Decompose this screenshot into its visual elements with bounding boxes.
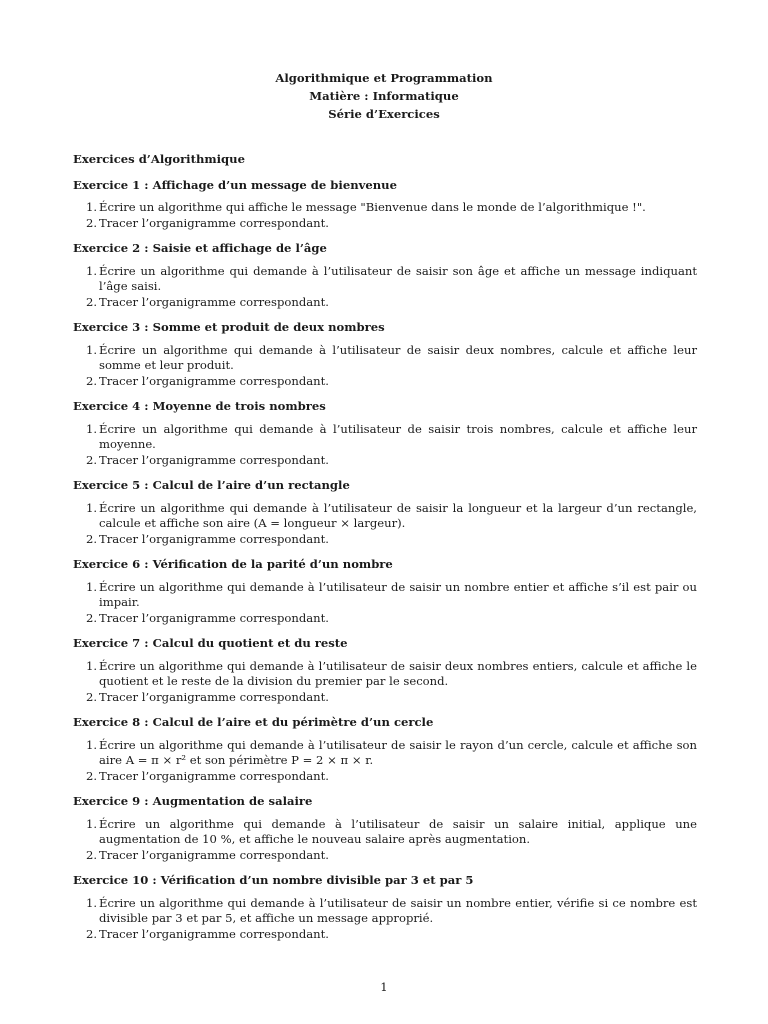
list-item: 2. Tracer l’organigramme correspondant.: [86, 215, 329, 230]
list-item-text: Tracer l’organigramme correspondant.: [99, 373, 329, 388]
exercise-title: Exercice 10 : Vérification d’un nombre divisible par 3 et par 5: [73, 873, 474, 887]
course-title: Algorithmique et Programmation: [275, 71, 493, 85]
list-item-text: Écrire un algorithme qui demande à l’utilisateur de saisir deux nombres, calcule et affiche leur somme et leur produit.: [99, 342, 697, 372]
exercise-list: [73, 580, 697, 627]
document-body: [73, 152, 697, 952]
list-item-text: Tracer l’organigramme correspondant.: [99, 768, 329, 783]
exercise-list: [73, 264, 697, 311]
list-item: 1. Écrire un algorithme qui demande à l’utilisateur de saisir deux nombres entiers, calcule et affiche le quotient et le reste de la division du premier par le second.: [86, 658, 697, 688]
list-item: 1. Écrire un algorithme qui demande à l’utilisateur de saisir un nombre entier et affiche s’il est pair ou impair.: [86, 579, 697, 609]
list-item: 1. Écrire un algorithme qui affiche le message "Bienvenue dans le monde de l’algorithmique !".: [86, 200, 646, 214]
list-item: 2. Tracer l’organigramme correspondant.: [86, 689, 329, 704]
document-header: [0, 69, 768, 123]
section-title: Exercices d’Algorithmique: [73, 152, 245, 166]
list-item-text: Écrire un algorithme qui demande à l’utilisateur de saisir deux nombres entiers, calcule et affiche le quotient et le reste de la division du premier par le second.: [99, 658, 697, 688]
list-item-text: Écrire un algorithme qui demande à l’utilisateur de saisir la longueur et la largeur d’un rectangle, calcule et affiche son aire (A = longueur × largeur).: [99, 500, 697, 530]
exercise-list: [73, 343, 697, 390]
list-item: 2. Tracer l’organigramme correspondant.: [86, 768, 329, 783]
list-item: 2. Tracer l’organigramme correspondant.: [86, 452, 329, 467]
exercise-block: [73, 178, 697, 232]
exercise-title: Exercice 4 : Moyenne de trois nombres: [73, 399, 326, 413]
exercise-block: [73, 320, 697, 389]
list-item-text: Écrire un algorithme qui demande à l’utilisateur de saisir un nombre entier, vérifie si ce nombre est divisible par 3 et par 5, et affiche un message approprié.: [99, 895, 697, 925]
list-item: 1. Écrire un algorithme qui demande à l’utilisateur de saisir le rayon d’un cercle, calcule et affiche son aire A = π × r² et son périmètre P = 2 × π × r.: [86, 737, 697, 767]
page-number: 1: [380, 980, 388, 994]
list-item-text: Écrire un algorithme qui demande à l’utilisateur de saisir trois nombres, calcule et affiche leur moyenne.: [99, 421, 697, 451]
exercise-block: [73, 399, 697, 468]
list-item-text: Tracer l’organigramme correspondant.: [99, 926, 329, 941]
list-item: 2. Tracer l’organigramme correspondant.: [86, 926, 329, 941]
subject-line: Matière : Informatique: [309, 89, 459, 103]
list-item-text: Tracer l’organigramme correspondant.: [99, 452, 329, 467]
exercise-list: [73, 817, 697, 864]
list-item: 2. Tracer l’organigramme correspondant.: [86, 610, 329, 625]
exercise-list: [73, 896, 697, 943]
exercise-title: Exercice 1 : Affichage d’un message de bienvenue: [73, 177, 397, 192]
list-item-text: Tracer l’organigramme correspondant.: [99, 610, 329, 625]
list-item-text: Tracer l’organigramme correspondant.: [99, 215, 329, 230]
list-item-text: Écrire un algorithme qui affiche le message "Bienvenue dans le monde de l’algorithmique !".: [99, 200, 646, 214]
exercise-title: Exercice 8 : Calcul de l’aire et du périmètre d’un cercle: [73, 715, 434, 729]
exercise-list: [73, 422, 697, 469]
exercise-block: [73, 478, 697, 547]
list-item: 1. Écrire un algorithme qui demande à l’utilisateur de saisir un salaire initial, applique une augmentation de 10 %, et affiche le nouveau salaire après augmentation.: [86, 816, 697, 846]
list-item-text: Écrire un algorithme qui demande à l’utilisateur de saisir son âge et affiche un message indiquant l’âge saisi.: [99, 263, 697, 293]
exercise-block: [73, 715, 697, 784]
list-item: 1. Écrire un algorithme qui demande à l’utilisateur de saisir deux nombres, calcule et affiche leur somme et leur produit.: [86, 342, 697, 372]
list-item: 1. Écrire un algorithme qui demande à l’utilisateur de saisir la longueur et la largeur d’un rectangle, calcule et affiche son aire (A = longueur × largeur).: [86, 500, 697, 530]
list-item: 1. Écrire un algorithme qui demande à l’utilisateur de saisir son âge et affiche un message indiquant l’âge saisi.: [86, 263, 697, 293]
exercise-block: [73, 794, 697, 863]
series-title: Série d’Exercices: [328, 107, 440, 121]
exercise-block: [73, 241, 697, 310]
exercise-list: [73, 501, 697, 548]
list-item: 2. Tracer l’organigramme correspondant.: [86, 847, 329, 862]
list-item-text: Tracer l’organigramme correspondant.: [99, 294, 329, 309]
exercise-list: [73, 200, 697, 231]
exercise-title: Exercice 3 : Somme et produit de deux nombres: [73, 320, 385, 334]
list-item-text: Tracer l’organigramme correspondant.: [99, 531, 329, 546]
list-item-text: Écrire un algorithme qui demande à l’utilisateur de saisir le rayon d’un cercle, calcule et affiche son aire A = π × r² et son périmètre P = 2 × π × r.: [99, 737, 697, 767]
list-item-text: Tracer l’organigramme correspondant.: [99, 689, 329, 704]
list-item-text: Tracer l’organigramme correspondant.: [99, 847, 329, 862]
list-item: 2. Tracer l’organigramme correspondant.: [86, 373, 329, 388]
exercise-title: Exercice 2 : Saisie et affichage de l’âge: [73, 241, 327, 255]
exercise-list: [73, 738, 697, 785]
list-item-text: Écrire un algorithme qui demande à l’utilisateur de saisir un nombre entier et affiche s’il est pair ou impair.: [99, 579, 697, 609]
list-item: 2. Tracer l’organigramme correspondant.: [86, 294, 329, 309]
exercise-title: Exercice 7 : Calcul du quotient et du reste: [73, 636, 348, 650]
list-item-text: Écrire un algorithme qui demande à l’utilisateur de saisir un salaire initial, applique une augmentation de 10 %, et affiche le nouveau salaire après augmentation.: [99, 816, 697, 846]
exercise-block: [73, 557, 697, 626]
exercise-title: Exercice 6 : Vérification de la parité d’un nombre: [73, 557, 393, 571]
list-item: 1. Écrire un algorithme qui demande à l’utilisateur de saisir trois nombres, calcule et affiche leur moyenne.: [86, 421, 697, 451]
list-item: 2. Tracer l’organigramme correspondant.: [86, 531, 329, 546]
exercise-block: [73, 873, 697, 942]
exercise-block: [73, 636, 697, 705]
exercise-title: Exercice 5 : Calcul de l’aire d’un rectangle: [73, 478, 350, 492]
exercise-list: [73, 659, 697, 706]
list-item: 1. Écrire un algorithme qui demande à l’utilisateur de saisir un nombre entier, vérifie si ce nombre est divisible par 3 et par 5, et affiche un message approprié.: [86, 895, 697, 925]
exercise-title: Exercice 9 : Augmentation de salaire: [73, 794, 313, 808]
